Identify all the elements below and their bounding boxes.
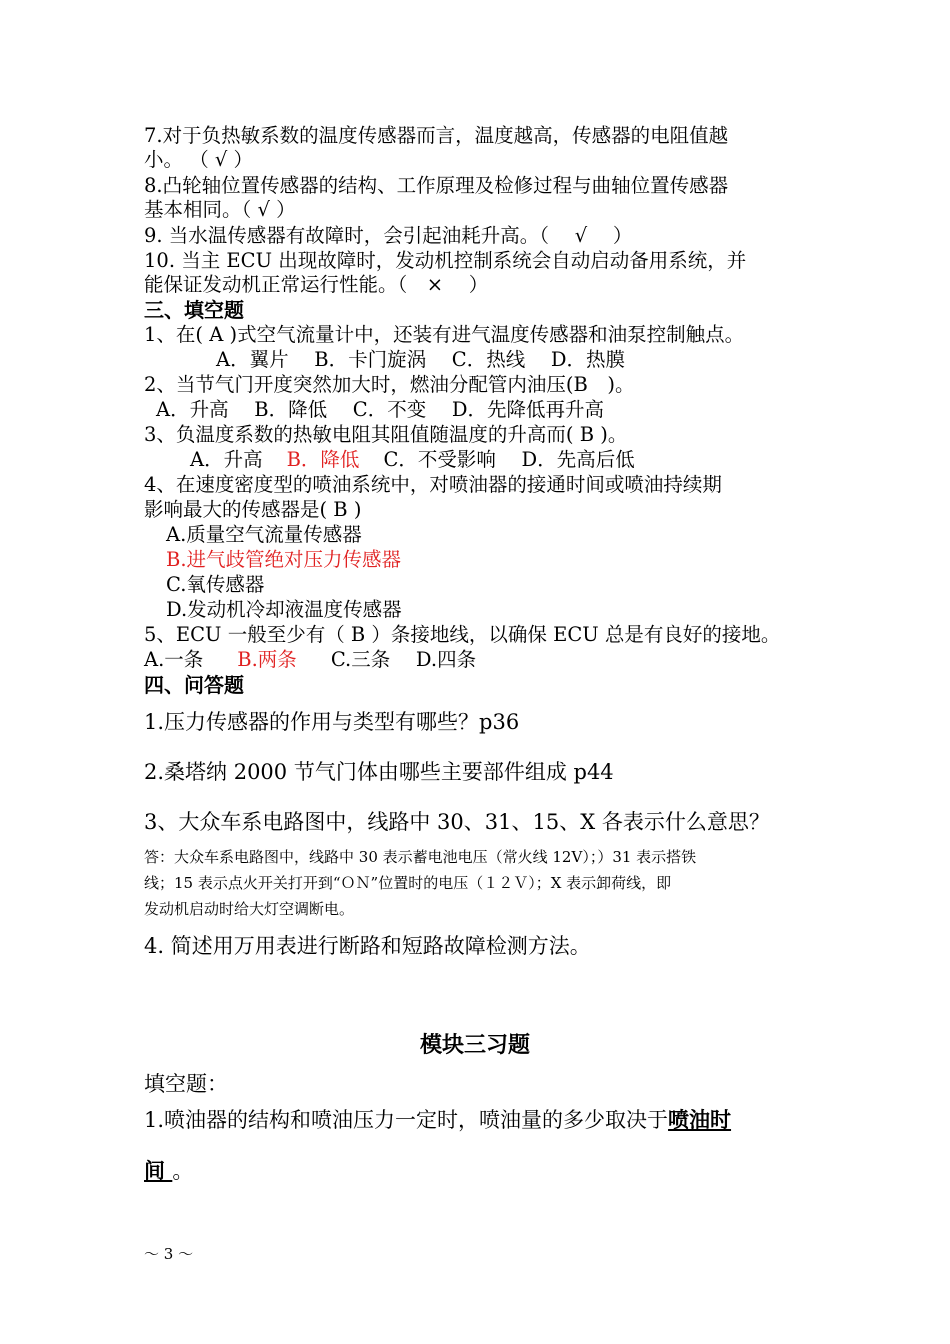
fill-q5: 5、ECU 一般至少有（ B ）条接地线，以确保 ECU 总是有良好的接地。 (144, 623, 781, 646)
module-q1-line1 (144, 1106, 814, 1134)
fill-q2: 2、当节气门开度突然加大时，燃油分配管内油压(B )。 (144, 373, 635, 396)
fill-q3: 3、负温度系数的热敏电阻其阻值随温度的升高而( B )。 (144, 423, 628, 446)
tf-q9: 9. 当水温传感器有故障时，会引起油耗升高。（ √ ） (144, 224, 633, 247)
tf-q8-line1: 8.凸轮轴位置传感器的结构、工作原理及检修过程与曲轴位置传感器 (144, 174, 729, 197)
fill-q4-option-c: C.氧传感器 (166, 573, 265, 596)
section-heading-qa: 四、问答题 (144, 673, 244, 697)
qa-q3: 3、大众车系电路图中，线路中 30、31、15、X 各表示什么意思？ (144, 810, 770, 834)
module-section-label: 填空题： (144, 1072, 228, 1096)
fill-q4-option-b-answer: B.进气歧管绝对压力传感器 (166, 548, 402, 571)
qa-answer-line2: 线；15 表示点火开关打开到“ＯＮ”位置时的电压（１２Ｖ）；X 表示卸荷线，即 (144, 874, 672, 892)
fill-q5-option-rest: C.三条 D.四条 (330, 648, 477, 671)
tf-q8-line2: 基本相同。（ √ ） (144, 198, 296, 221)
fill-q5-option-b-answer: B.两条 (237, 648, 297, 671)
tf-q7-line2: 小。 （ √ ） (144, 148, 254, 171)
qa-q2: 2.桑塔纳 2000 节气门体由哪些主要部件组成 p44 (144, 760, 614, 784)
fill-q4-option-d: D.发动机冷却液温度传感器 (166, 598, 402, 621)
fill-q4-line2: 影响最大的传感器是( B ) (144, 498, 362, 521)
fill-q3-option-a: A．升高 (190, 448, 263, 471)
fill-q4-option-a: A.质量空气流量传感器 (166, 523, 362, 546)
module-q1-end: 。 (172, 1159, 194, 1183)
module-q1-line2 (144, 1157, 814, 1185)
qa-q1: 1.压力传感器的作用与类型有哪些？p36 (144, 710, 520, 734)
module-q1-answer-part1: 喷油时 (668, 1107, 732, 1132)
fill-q1: 1、在( A )式空气流量计中，还装有进气温度传感器和油泵控制触点。 (144, 323, 745, 346)
qa-answer-line1: 答：大众车系电路图中，线路中 30 表示蓄电池电压（常火线 12V）；）31 表示搭铁 (144, 848, 697, 866)
qa-q4: 4. 简述用万用表进行断路和短路故障检测方法。 (144, 934, 591, 958)
tf-q10-line2: 能保证发动机正常运行性能。（ × ） (144, 273, 489, 296)
page-number: ～ 3 ～ (144, 1245, 194, 1263)
module-title: 模块三习题 (419, 1032, 530, 1058)
fill-q4-line1: 4、在速度密度型的喷油系统中，对喷油器的接通时间或喷油持续期 (144, 473, 722, 496)
fill-q3-option-b-answer: B．降低 (286, 448, 360, 471)
section-heading-fill: 三、填空题 (144, 298, 244, 322)
tf-q10-line1: 10. 当主 ECU 出现故障时，发动机控制系统会自动启动备用系统，并 (144, 249, 747, 272)
tf-q7-line1: 7.对于负热敏系数的温度传感器而言，温度越高，传感器的电阻值越 (144, 124, 729, 147)
module-q1-text: 1.喷油器的结构和喷油压力一定时，喷油量的多少取决于 (144, 1108, 669, 1132)
qa-answer-line3: 发动机启动时给大灯空调断电。 (144, 900, 355, 918)
fill-q2-options: A．升高 B．降低 C．不变 D．先降低再升高 (156, 398, 605, 421)
fill-q1-options: A．翼片 B．卡门旋涡 C．热线 D．热膜 (216, 348, 626, 371)
module-q1-answer-part2: 间 (144, 1158, 173, 1183)
fill-q3-options (190, 448, 860, 472)
fill-q5-options (144, 648, 814, 672)
fill-q5-option-a: A.一条 (144, 648, 204, 671)
fill-q3-option-rest: C．不受影响 D．先高后低 (383, 448, 635, 471)
